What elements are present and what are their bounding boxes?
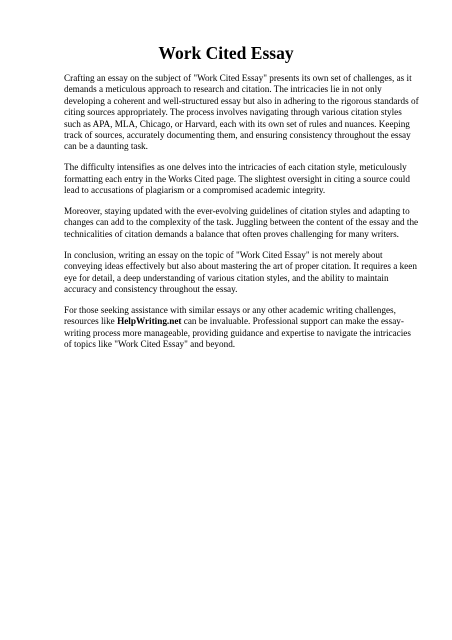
document-body — [64, 73, 420, 360]
paragraph-5-rest: can be invaluable. Professional support can make the essay-writing process more manageable, providing guidance and expertise to navigate the intricacies of topics like "Work Cited Essay" and beyond. — [64, 316, 411, 350]
document-title: Work Cited Essay — [158, 43, 294, 63]
paragraph-4: In conclusion, writing an essay on the topic of "Work Cited Essay" is not merely about conveying ideas effectively but also about mastering the art of proper citation. It requires a keen eye for detail, a deep understanding of various citation styles, and the ability to maintain accuracy and consistency throughout the essay. — [64, 249, 417, 294]
paragraph-3: Moreover, staying updated with the ever-evolving guidelines of citation styles and adapting to changes can add to the complexity of the task. Juggling between the content of the essay and the technicalities of citation demands a balance that often proves challenging for many writers. — [64, 206, 419, 239]
paragraph-5-intro: For those seeking assistance with similar essays or any other academic writing challenges, resources like — [64, 304, 396, 327]
paragraph-1: Crafting an essay on the subject of "Work Cited Essay" presents its own set of challenges, as it demands a meticulous approach to research and citation. The intricacies lie in not only developing a coherent and well-structured essay but also in adhering to the rigorous standards of citing sources appropriately. The process involves navigating through various citation styles such as APA, MLA, Chicago, or Harvard, each with its own set of rules and nuances. Keeping track of sources, accurately documenting them, and ensuring consistency throughout the essay can be a daunting task. — [64, 73, 419, 152]
paragraph-5 — [64, 305, 420, 351]
paragraph-2: The difficulty intensifies as one delves into the intricacies of each citation style, meticulously formatting each entry in the Works Cited page. The slightest oversight in citing a source could lead to accusations of plagiarism or a compromised academic integrity. — [64, 162, 410, 196]
brand-name: HelpWriting.net — [117, 316, 182, 327]
